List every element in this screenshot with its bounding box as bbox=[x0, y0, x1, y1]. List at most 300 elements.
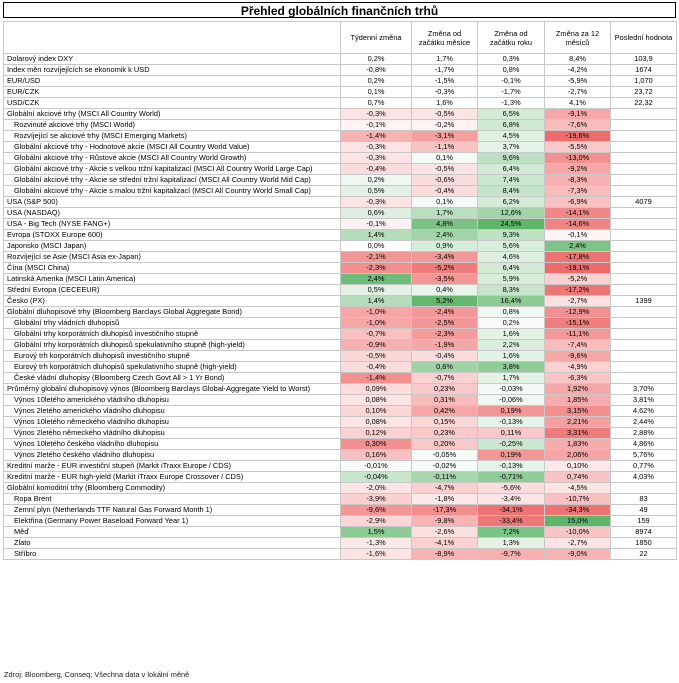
value-cell: -1,8% bbox=[412, 494, 478, 505]
value-cell: 1,7% bbox=[478, 373, 545, 384]
table-row bbox=[4, 164, 677, 175]
value-cell: -10,7% bbox=[545, 494, 611, 505]
row-label: Elektřina (Germany Power Baseload Forward Year 1) bbox=[4, 516, 341, 527]
table-row bbox=[4, 340, 677, 351]
value-cell: -14,6% bbox=[545, 219, 611, 230]
value-cell: -0,03% bbox=[478, 384, 545, 395]
row-label: Eurový trh korporátních dluhopisů spekulativního stupně (high-yield) bbox=[4, 362, 341, 373]
row-label: Latinská Amerika (MSCI Latin America) bbox=[4, 274, 341, 285]
value-cell: 0,1% bbox=[412, 153, 478, 164]
last-value-cell: 23,72 bbox=[611, 87, 677, 98]
value-cell: -6,9% bbox=[545, 197, 611, 208]
table-row bbox=[4, 461, 677, 472]
value-cell: 0,42% bbox=[412, 406, 478, 417]
table-row bbox=[4, 54, 677, 65]
table-row bbox=[4, 153, 677, 164]
value-cell: -2,5% bbox=[412, 318, 478, 329]
row-label: Globální trhy vládních dluhopisů bbox=[4, 318, 341, 329]
last-value-cell: 1,070 bbox=[611, 76, 677, 87]
value-cell: -3,9% bbox=[341, 494, 412, 505]
table-row bbox=[4, 483, 677, 494]
market-table bbox=[3, 21, 677, 560]
last-value-cell bbox=[611, 329, 677, 340]
table-row bbox=[4, 428, 677, 439]
value-cell: 0,09% bbox=[341, 384, 412, 395]
row-label: USA - Big Tech (NYSE FANG+) bbox=[4, 219, 341, 230]
last-value-cell bbox=[611, 483, 677, 494]
row-label: Zemní plyn (Netherlands TTF Natural Gas Forward Month 1) bbox=[4, 505, 341, 516]
value-cell: -8,3% bbox=[545, 175, 611, 186]
table-row bbox=[4, 549, 677, 560]
last-value-cell bbox=[611, 285, 677, 296]
value-cell: 0,6% bbox=[412, 362, 478, 373]
value-cell: 4,5% bbox=[478, 131, 545, 142]
table-row bbox=[4, 186, 677, 197]
value-cell: -0,3% bbox=[341, 109, 412, 120]
last-value-cell: 2,88% bbox=[611, 428, 677, 439]
value-cell: -2,6% bbox=[412, 527, 478, 538]
row-label: Střední Evropa (CECEEUR) bbox=[4, 285, 341, 296]
last-value-cell bbox=[611, 109, 677, 120]
table-row bbox=[4, 318, 677, 329]
header-cell: Změna od začátku roku bbox=[478, 22, 545, 54]
value-cell: -1,3% bbox=[478, 98, 545, 109]
value-cell: 0,5% bbox=[341, 285, 412, 296]
value-cell: 5,2% bbox=[412, 296, 478, 307]
value-cell: -9,7% bbox=[478, 549, 545, 560]
value-cell: 0,30% bbox=[341, 439, 412, 450]
value-cell: -0,13% bbox=[478, 461, 545, 472]
table-row bbox=[4, 516, 677, 527]
value-cell: -0,9% bbox=[341, 340, 412, 351]
value-cell: -5,5% bbox=[545, 142, 611, 153]
table-row bbox=[4, 505, 677, 516]
value-cell: -9,6% bbox=[341, 505, 412, 516]
row-label: Čína (MSCI China) bbox=[4, 263, 341, 274]
row-label: Ropa Brent bbox=[4, 494, 341, 505]
last-value-cell: 8974 bbox=[611, 527, 677, 538]
value-cell: 5,6% bbox=[478, 241, 545, 252]
value-cell: 2,4% bbox=[412, 230, 478, 241]
table-row bbox=[4, 494, 677, 505]
header-cell: Změna od začátku měsíce bbox=[412, 22, 478, 54]
value-cell: -0,5% bbox=[412, 164, 478, 175]
value-cell: 1,6% bbox=[478, 351, 545, 362]
value-cell: -34,3% bbox=[545, 505, 611, 516]
value-cell: -4,9% bbox=[545, 362, 611, 373]
table-row bbox=[4, 142, 677, 153]
last-value-cell: 4,86% bbox=[611, 439, 677, 450]
value-cell: -0,3% bbox=[412, 87, 478, 98]
value-cell: 0,3% bbox=[478, 54, 545, 65]
table-row bbox=[4, 538, 677, 549]
value-cell: -1,4% bbox=[341, 131, 412, 142]
value-cell: 0,15% bbox=[412, 417, 478, 428]
table-row bbox=[4, 197, 677, 208]
last-value-cell bbox=[611, 362, 677, 373]
row-label: Měď bbox=[4, 527, 341, 538]
value-cell: 0,23% bbox=[412, 428, 478, 439]
value-cell: -9,8% bbox=[412, 516, 478, 527]
value-cell: 0,9% bbox=[412, 241, 478, 252]
last-value-cell bbox=[611, 208, 677, 219]
last-value-cell bbox=[611, 307, 677, 318]
last-value-cell bbox=[611, 351, 677, 362]
value-cell: -3,4% bbox=[478, 494, 545, 505]
last-value-cell bbox=[611, 241, 677, 252]
value-cell: -19,6% bbox=[545, 131, 611, 142]
row-label: Zlato bbox=[4, 538, 341, 549]
value-cell: 24,5% bbox=[478, 219, 545, 230]
table-row bbox=[4, 362, 677, 373]
value-cell: 2,21% bbox=[545, 417, 611, 428]
table-row bbox=[4, 131, 677, 142]
value-cell: 0,7% bbox=[341, 98, 412, 109]
table-row bbox=[4, 98, 677, 109]
value-cell: -0,4% bbox=[412, 186, 478, 197]
table-row bbox=[4, 395, 677, 406]
value-cell: -0,71% bbox=[478, 472, 545, 483]
value-cell: 0,23% bbox=[412, 384, 478, 395]
row-label: Česko (PX) bbox=[4, 296, 341, 307]
row-label: Globální dluhopisové trhy (Bloomberg Barclays Global Aggregate Bond) bbox=[4, 307, 341, 318]
row-label: Kreditní marže - EUR investiční stupeň (Markit iTraxx Europe / CDS) bbox=[4, 461, 341, 472]
value-cell: -1,7% bbox=[478, 87, 545, 98]
row-label: Evropa (STOXX Europe 600) bbox=[4, 230, 341, 241]
table-row bbox=[4, 439, 677, 450]
last-value-cell bbox=[611, 373, 677, 384]
value-cell: 0,08% bbox=[341, 395, 412, 406]
value-cell: 0,11% bbox=[478, 428, 545, 439]
last-value-cell bbox=[611, 263, 677, 274]
row-label: Dolarový index DXY bbox=[4, 54, 341, 65]
value-cell: 6,4% bbox=[478, 164, 545, 175]
page-title: Přehled globálních finančních trhů bbox=[3, 2, 676, 18]
value-cell: 0,2% bbox=[478, 318, 545, 329]
value-cell: -2,7% bbox=[545, 538, 611, 549]
value-cell: -0,11% bbox=[412, 472, 478, 483]
value-cell: -15,1% bbox=[545, 318, 611, 329]
value-cell: -4,7% bbox=[412, 483, 478, 494]
value-cell: 9,3% bbox=[478, 230, 545, 241]
value-cell: 1,6% bbox=[412, 98, 478, 109]
value-cell: -4,1% bbox=[412, 538, 478, 549]
row-label: Globální akciové trhy - Růstové akcie (MSCI All Country World Growth) bbox=[4, 153, 341, 164]
table-row bbox=[4, 296, 677, 307]
table-row bbox=[4, 120, 677, 131]
value-cell: 0,2% bbox=[341, 175, 412, 186]
value-cell: -1,3% bbox=[341, 538, 412, 549]
value-cell: 1,4% bbox=[341, 230, 412, 241]
value-cell: 12,6% bbox=[478, 208, 545, 219]
last-value-cell: 0,77% bbox=[611, 461, 677, 472]
value-cell: 2,4% bbox=[545, 241, 611, 252]
value-cell: 0,8% bbox=[478, 65, 545, 76]
value-cell: 6,2% bbox=[478, 197, 545, 208]
value-cell: 5,9% bbox=[478, 274, 545, 285]
table-row bbox=[4, 274, 677, 285]
value-cell: 0,5% bbox=[341, 186, 412, 197]
value-cell: -13,0% bbox=[545, 153, 611, 164]
row-label: Japonsko (MSCI Japan) bbox=[4, 241, 341, 252]
last-value-cell: 22 bbox=[611, 549, 677, 560]
value-cell: -0,1% bbox=[341, 219, 412, 230]
row-label: Výnos 10letého amerického vládního dluhopisu bbox=[4, 395, 341, 406]
value-cell: 0,31% bbox=[412, 395, 478, 406]
row-label: Globální trhy korporátních dluhopisů spekulativního stupně (high-yield) bbox=[4, 340, 341, 351]
value-cell: -0,1% bbox=[478, 76, 545, 87]
value-cell: -0,3% bbox=[341, 142, 412, 153]
value-cell: -0,05% bbox=[412, 450, 478, 461]
value-cell: 1,4% bbox=[341, 296, 412, 307]
value-cell: -9,6% bbox=[545, 351, 611, 362]
row-label: Stříbro bbox=[4, 549, 341, 560]
value-cell: 6,4% bbox=[478, 263, 545, 274]
row-label: Globální akciové trhy - Akcie s velkou tržní kapitalizací (MSCI All Country World Large Cap) bbox=[4, 164, 341, 175]
table-row bbox=[4, 406, 677, 417]
last-value-cell: 4,62% bbox=[611, 406, 677, 417]
value-cell: 1,6% bbox=[478, 329, 545, 340]
value-cell: -3,4% bbox=[412, 252, 478, 263]
table-row bbox=[4, 87, 677, 98]
row-label: Globální akciové trhy - Akcie s malou tržní kapitalizací (MSCI All Country World Small Cap) bbox=[4, 186, 341, 197]
last-value-cell bbox=[611, 164, 677, 175]
last-value-cell: 22,32 bbox=[611, 98, 677, 109]
row-label: Rozvíjející se akciové trhy (MSCI Emerging Markets) bbox=[4, 131, 341, 142]
value-cell: 1,85% bbox=[545, 395, 611, 406]
value-cell: -9,2% bbox=[545, 164, 611, 175]
table-row bbox=[4, 417, 677, 428]
last-value-cell bbox=[611, 219, 677, 230]
value-cell: -0,5% bbox=[412, 109, 478, 120]
last-value-cell bbox=[611, 252, 677, 263]
row-label: Globální komoditní trhy (Bloomberg Commodity) bbox=[4, 483, 341, 494]
value-cell: 1,7% bbox=[412, 54, 478, 65]
value-cell: 15,0% bbox=[545, 516, 611, 527]
last-value-cell bbox=[611, 142, 677, 153]
value-cell: 2,4% bbox=[341, 274, 412, 285]
table-row bbox=[4, 263, 677, 274]
value-cell: 0,6% bbox=[341, 208, 412, 219]
row-label: Rozvíjející se Asie (MSCI Asia ex-Japan) bbox=[4, 252, 341, 263]
table-row bbox=[4, 230, 677, 241]
value-cell: -5,2% bbox=[412, 263, 478, 274]
last-value-cell bbox=[611, 120, 677, 131]
value-cell: 0,1% bbox=[412, 197, 478, 208]
row-label: Výnos 2letého amerického vládního dluhopisu bbox=[4, 406, 341, 417]
value-cell: -5,9% bbox=[545, 76, 611, 87]
value-cell: 1,83% bbox=[545, 439, 611, 450]
row-label: Rozvinuté akciové trhy (MSCI World) bbox=[4, 120, 341, 131]
value-cell: 0,16% bbox=[341, 450, 412, 461]
value-cell: -5,6% bbox=[478, 483, 545, 494]
table-row bbox=[4, 76, 677, 87]
value-cell: -1,7% bbox=[412, 65, 478, 76]
value-cell: 0,20% bbox=[412, 439, 478, 450]
value-cell: -3,5% bbox=[412, 274, 478, 285]
table-row bbox=[4, 329, 677, 340]
table-row bbox=[4, 373, 677, 384]
value-cell: 1,5% bbox=[341, 527, 412, 538]
value-cell: -1,0% bbox=[341, 318, 412, 329]
value-cell: 7,4% bbox=[478, 175, 545, 186]
last-value-cell: 5,76% bbox=[611, 450, 677, 461]
value-cell: 0,19% bbox=[478, 406, 545, 417]
table-row bbox=[4, 527, 677, 538]
value-cell: -0,4% bbox=[341, 362, 412, 373]
last-value-cell bbox=[611, 153, 677, 164]
value-cell: 0,4% bbox=[412, 285, 478, 296]
last-value-cell bbox=[611, 274, 677, 285]
value-cell: 1,92% bbox=[545, 384, 611, 395]
value-cell: 6,5% bbox=[478, 109, 545, 120]
value-cell: -0,8% bbox=[341, 65, 412, 76]
value-cell: -2,7% bbox=[545, 296, 611, 307]
value-cell: -9,0% bbox=[545, 549, 611, 560]
last-value-cell: 103,9 bbox=[611, 54, 677, 65]
value-cell: -0,06% bbox=[478, 395, 545, 406]
table-row bbox=[4, 208, 677, 219]
value-cell: 0,74% bbox=[545, 472, 611, 483]
value-cell: -11,1% bbox=[545, 329, 611, 340]
value-cell: 0,08% bbox=[341, 417, 412, 428]
header-cell: Poslední hodnota bbox=[611, 22, 677, 54]
value-cell: 8,4% bbox=[478, 186, 545, 197]
value-cell: -0,01% bbox=[341, 461, 412, 472]
value-cell: 3,7% bbox=[478, 142, 545, 153]
value-cell: -0,3% bbox=[341, 153, 412, 164]
value-cell: 4,8% bbox=[412, 219, 478, 230]
last-value-cell: 3,70% bbox=[611, 384, 677, 395]
row-label: Výnos 2letého českého vládního dluhopisu bbox=[4, 450, 341, 461]
value-cell: -12,9% bbox=[545, 307, 611, 318]
last-value-cell: 4079 bbox=[611, 197, 677, 208]
row-label: Globální akciové trhy - Hodnotové akcie (MSCI All Country World Value) bbox=[4, 142, 341, 153]
value-cell: -0,04% bbox=[341, 472, 412, 483]
last-value-cell bbox=[611, 230, 677, 241]
table-row bbox=[4, 252, 677, 263]
table-row bbox=[4, 65, 677, 76]
value-cell: -1,9% bbox=[412, 340, 478, 351]
value-cell: -1,5% bbox=[412, 76, 478, 87]
value-cell: -0,02% bbox=[412, 461, 478, 472]
last-value-cell bbox=[611, 318, 677, 329]
row-label: České vládní dluhopisy (Bloomberg Czech Govt All > 1 Yr Bond) bbox=[4, 373, 341, 384]
value-cell: 2,06% bbox=[545, 450, 611, 461]
value-cell: -2,3% bbox=[412, 329, 478, 340]
value-cell: -0,3% bbox=[341, 197, 412, 208]
value-cell: -1,0% bbox=[341, 307, 412, 318]
last-value-cell bbox=[611, 175, 677, 186]
value-cell: 0,1% bbox=[341, 87, 412, 98]
value-cell: 3,15% bbox=[545, 406, 611, 417]
value-cell: -2,9% bbox=[341, 516, 412, 527]
value-cell: 0,10% bbox=[545, 461, 611, 472]
value-cell: 16,4% bbox=[478, 296, 545, 307]
last-value-cell: 1399 bbox=[611, 296, 677, 307]
value-cell: 0,0% bbox=[341, 241, 412, 252]
last-value-cell: 3,81% bbox=[611, 395, 677, 406]
value-cell: -4,2% bbox=[545, 65, 611, 76]
last-value-cell bbox=[611, 340, 677, 351]
value-cell: -0,1% bbox=[341, 120, 412, 131]
value-cell: -2,3% bbox=[341, 263, 412, 274]
table-row bbox=[4, 307, 677, 318]
value-cell: 0,19% bbox=[478, 450, 545, 461]
value-cell: -34,1% bbox=[478, 505, 545, 516]
value-cell: -8,9% bbox=[412, 549, 478, 560]
value-cell: -2,7% bbox=[545, 87, 611, 98]
value-cell: -0,4% bbox=[412, 351, 478, 362]
last-value-cell: 159 bbox=[611, 516, 677, 527]
value-cell: -7,3% bbox=[545, 186, 611, 197]
table-row bbox=[4, 219, 677, 230]
table-row bbox=[4, 175, 677, 186]
value-cell: -33,4% bbox=[478, 516, 545, 527]
table-row bbox=[4, 450, 677, 461]
last-value-cell: 83 bbox=[611, 494, 677, 505]
value-cell: -3,1% bbox=[412, 131, 478, 142]
header-row bbox=[4, 22, 677, 54]
table-row bbox=[4, 351, 677, 362]
row-label: USD/CZK bbox=[4, 98, 341, 109]
value-cell: 0,8% bbox=[478, 307, 545, 318]
last-value-cell: 2,44% bbox=[611, 417, 677, 428]
row-label: Globální trhy korporátních dluhopisů investičního stupně bbox=[4, 329, 341, 340]
row-label: USA (S&P 500) bbox=[4, 197, 341, 208]
value-cell: -1,4% bbox=[341, 373, 412, 384]
value-cell: -4,5% bbox=[545, 483, 611, 494]
header-cell bbox=[4, 22, 341, 54]
table-row bbox=[4, 472, 677, 483]
value-cell: 0,2% bbox=[341, 54, 412, 65]
row-label: Výnos 2letého německého vládního dluhopisu bbox=[4, 428, 341, 439]
value-cell: -1,6% bbox=[341, 549, 412, 560]
value-cell: -7,6% bbox=[545, 120, 611, 131]
source-note: Zdroj: Bloomberg, Conseq; Všechna data v lokální měně bbox=[4, 670, 190, 679]
table-row bbox=[4, 285, 677, 296]
value-cell: -14,1% bbox=[545, 208, 611, 219]
last-value-cell: 4,03% bbox=[611, 472, 677, 483]
value-cell: -2,0% bbox=[341, 483, 412, 494]
value-cell: -0,25% bbox=[478, 439, 545, 450]
value-cell: -0,4% bbox=[341, 164, 412, 175]
value-cell: 3,8% bbox=[478, 362, 545, 373]
value-cell: -0,7% bbox=[341, 329, 412, 340]
value-cell: -0,1% bbox=[545, 230, 611, 241]
value-cell: -9,1% bbox=[545, 109, 611, 120]
value-cell: 1,7% bbox=[412, 208, 478, 219]
header-cell: Změna za 12 měsíců bbox=[545, 22, 611, 54]
value-cell: 0,12% bbox=[341, 428, 412, 439]
value-cell: -0,5% bbox=[341, 351, 412, 362]
table-row bbox=[4, 109, 677, 120]
table-row bbox=[4, 241, 677, 252]
table-body bbox=[4, 54, 677, 560]
value-cell: 4,6% bbox=[478, 252, 545, 263]
value-cell: 0,10% bbox=[341, 406, 412, 417]
value-cell: -2,1% bbox=[341, 252, 412, 263]
value-cell: -19,1% bbox=[545, 263, 611, 274]
last-value-cell: 1850 bbox=[611, 538, 677, 549]
row-label: EUR/USD bbox=[4, 76, 341, 87]
row-label: EUR/CZK bbox=[4, 87, 341, 98]
value-cell: 7,2% bbox=[478, 527, 545, 538]
table-row bbox=[4, 384, 677, 395]
value-cell: 9,6% bbox=[478, 153, 545, 164]
row-label: USA (NASDAQ) bbox=[4, 208, 341, 219]
row-label: Eurový trh korporátních dluhopisů investičního stupně bbox=[4, 351, 341, 362]
